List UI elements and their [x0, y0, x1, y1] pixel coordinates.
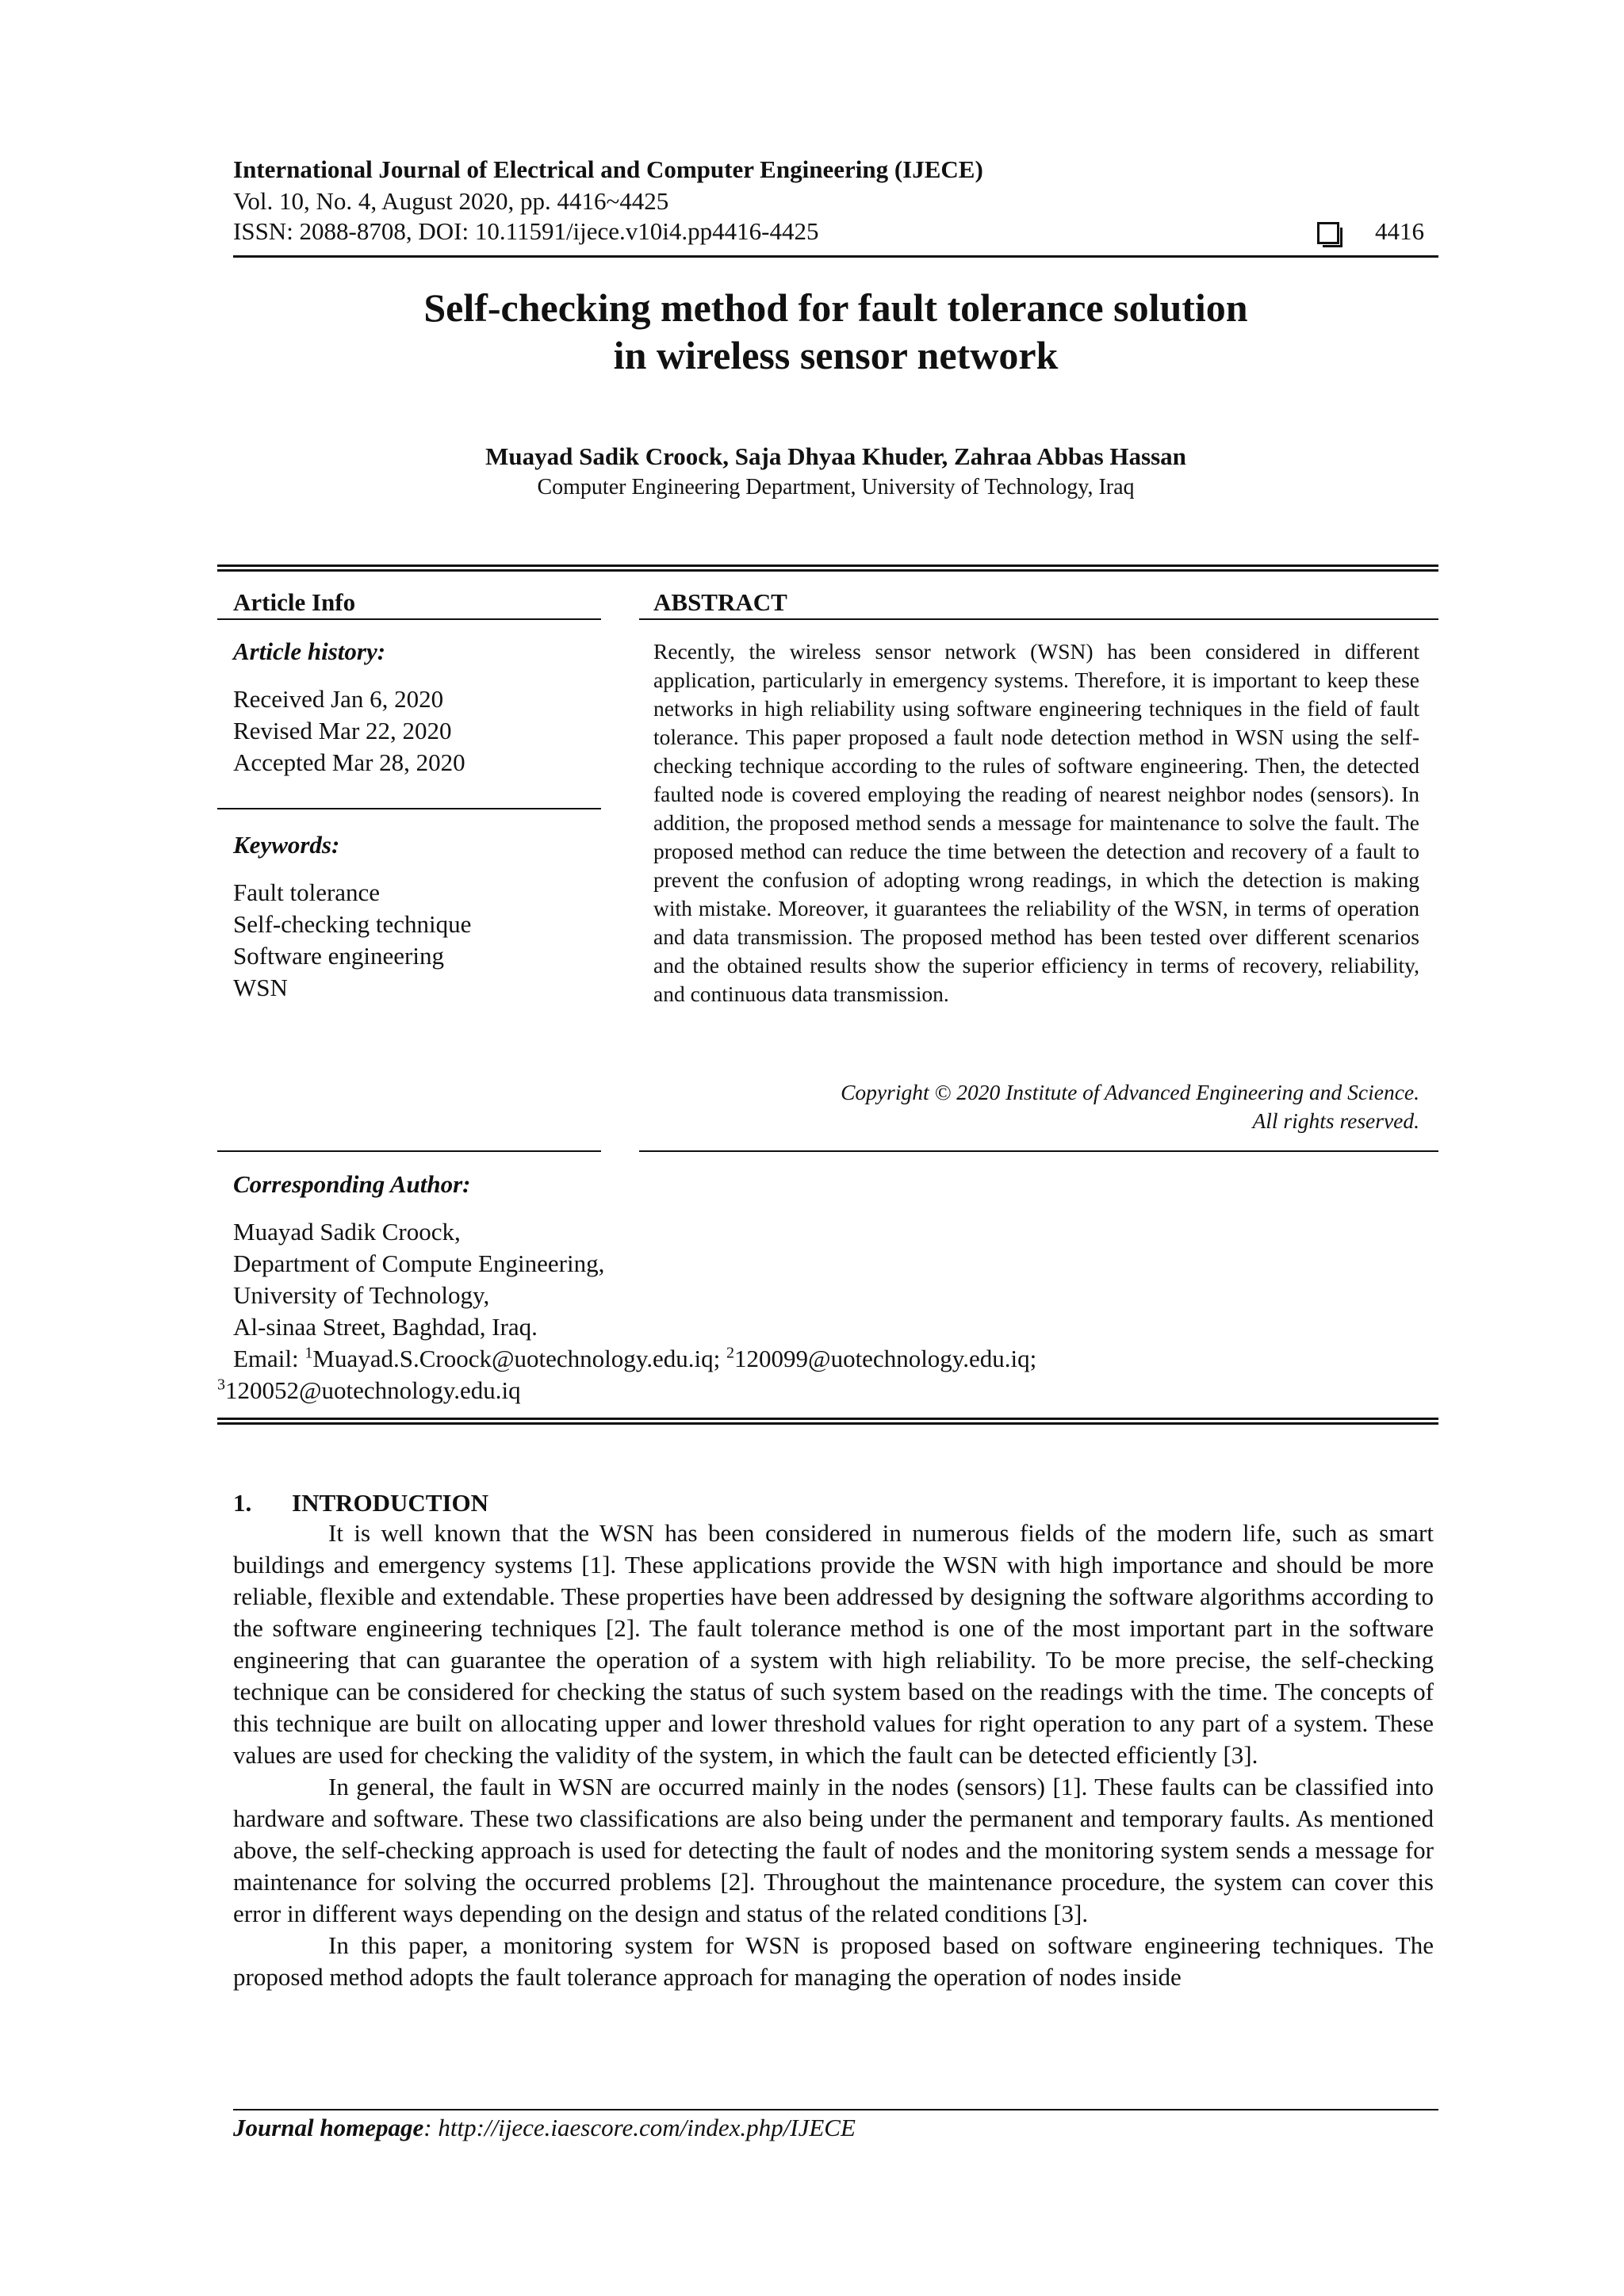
corr-dept: Department of Compute Engineering,: [233, 1249, 605, 1277]
email-line-2: [217, 1375, 521, 1406]
email-2[interactable]: 120099@uotechnology.edu.iq;: [734, 1345, 1037, 1372]
article-history-title: Article history:: [233, 637, 386, 665]
volume-info: Vol. 10, No. 4, August 2020, pp. 4416~4425: [233, 187, 669, 215]
history-accepted: Accepted Mar 28, 2020: [233, 748, 465, 776]
keywords-title: Keywords:: [233, 831, 340, 859]
corr-bottom-divider: [217, 1418, 1438, 1425]
journal-name: International Journal of Electrical and Computer Engineering (IJECE): [233, 155, 983, 183]
keyword: Self-checking technique: [233, 910, 472, 938]
section-heading: [233, 1489, 488, 1517]
abstract-heading: ABSTRACT: [653, 588, 787, 616]
info-top-divider: [217, 564, 1438, 572]
corresponding-author-title: Corresponding Author:: [233, 1170, 471, 1198]
history-received: Received Jan 6, 2020: [233, 685, 444, 713]
info-bottom-rule: [217, 1150, 601, 1152]
page-box-icon: [1317, 222, 1339, 244]
section-number: 1.: [233, 1489, 252, 1517]
journal-homepage: [233, 2114, 856, 2142]
email-3[interactable]: 120052@uotechnology.edu.iq: [225, 1376, 521, 1404]
email-sup-1: 1: [304, 1344, 313, 1362]
introduction-body: [233, 1517, 1434, 1993]
authors: Muayad Sadik Croock, Saja Dhyaa Khuder, Zahraa Abbas Hassan: [485, 442, 1186, 470]
abstract-bottom-rule: [639, 1150, 1438, 1152]
keyword: Software engineering: [233, 942, 444, 970]
corr-street: Al-sinaa Street, Baghdad, Iraq.: [233, 1313, 538, 1341]
keyword: Fault tolerance: [233, 878, 381, 906]
keyword: WSN: [233, 974, 288, 1001]
copyright: [653, 1078, 1419, 1135]
homepage-url[interactable]: : http://ijece.iaescore.com/index.php/IJECE: [423, 2114, 856, 2141]
keywords-list: [233, 877, 471, 1004]
article-info-heading: Article Info: [233, 588, 356, 616]
section-title: INTRODUCTION: [292, 1489, 489, 1517]
copyright-line-1: Copyright © 2020 Institute of Advanced Engineering and Science.: [841, 1080, 1419, 1104]
email-label: Email:: [233, 1345, 305, 1372]
affiliation: Computer Engineering Department, University of Technology, Iraq: [537, 475, 1135, 499]
abstract-rule: [639, 618, 1438, 620]
email-1[interactable]: Muayad.S.Croock@uotechnology.edu.iq;: [312, 1345, 727, 1372]
info-mid-rule: [217, 808, 601, 809]
paragraph: In this paper, a monitoring system for WSN is proposed based on software engineering techniques. The proposed method adopts the fault tolerance approach for managing the operation of nodes inside: [233, 1931, 1434, 1991]
article-history: [233, 683, 465, 779]
paragraph: It is well known that the WSN has been considered in numerous fields of the modern life, such as smart buildings and emergency systems [1]. These applications provide the WSN with high importance and should be more reliable, flexible and extendable. These properties have been addressed by designing the software algorithms according to the software engineering techniques [2]. The fault tolerance method is one of the most important part in the software engineering that can guarantee the operation of a system with high reliability. To be more precise, the self-checking technique can be considered for checking the status of such system based on the readings with the time. The concepts of this technique are built on allocating upper and lower threshold values for right operation to any part of a system. These values are used for checking the validity of the system, in which the fault can be detected efficiently [3].: [233, 1519, 1434, 1769]
issn-doi: ISSN: 2088-8708, DOI: 10.11591/ijece.v10i4.pp4416-4425: [233, 217, 819, 245]
email-sup-2: 2: [726, 1344, 735, 1362]
title-line-1: Self-checking method for fault tolerance solution: [423, 285, 1248, 330]
header-divider: [233, 255, 1438, 258]
homepage-label: Journal homepage: [233, 2114, 424, 2141]
corresponding-author-address: [233, 1216, 604, 1343]
email-sup-3: 3: [217, 1376, 225, 1394]
paragraph: In general, the fault in WSN are occurred mainly in the nodes (sensors) [1]. These faults can be classified into hardware and software. These two classifications are also being under the permanent and temporary faults. As mentioned above, the self-checking approach is used for detecting the fault of nodes and the monitoring system sends a message for maintenance for solving the occurred problems [2]. Throughout the maintenance procedure, the system can cover this error in different ways depending on the design and status of the related conditions [3].: [233, 1773, 1434, 1927]
email-line: [233, 1343, 1036, 1375]
page-number: 4416: [1375, 217, 1424, 245]
history-revised: Revised Mar 22, 2020: [233, 717, 452, 744]
abstract-text: Recently, the wireless sensor network (WSN) has been considered in different application, particularly in emergency systems. Therefore, it is important to keep these networks in high reliability using software engineering techniques in the field of fault tolerance. This paper proposed a fault node detection method in WSN using the self-checking technique according to the rules of software engineering. Then, the detected faulted node is covered employing the reading of nearest neighbor nodes (sensors). In addition, the proposed method sends a message for maintenance to solve the fault. The proposed method can reduce the time between the detection and recovery of a fault to prevent the confusion of adopting wrong readings, in which the detection is making with mistake. Moreover, it guarantees the reliability of the WSN, in terms of operation and data transmission. The proposed method has been tested over different scenarios and the obtained results show the superior efficiency in terms of recovery, reliability, and continuous data transmission.: [653, 639, 1419, 1006]
corr-university: University of Technology,: [233, 1281, 490, 1309]
copyright-line-2: All rights reserved.: [1252, 1108, 1419, 1133]
corr-name: Muayad Sadik Croock,: [233, 1218, 461, 1246]
paper-title: [233, 284, 1438, 379]
info-rule: [217, 618, 601, 620]
title-line-2: in wireless sensor network: [613, 333, 1059, 377]
footer-divider: [233, 2109, 1438, 2110]
